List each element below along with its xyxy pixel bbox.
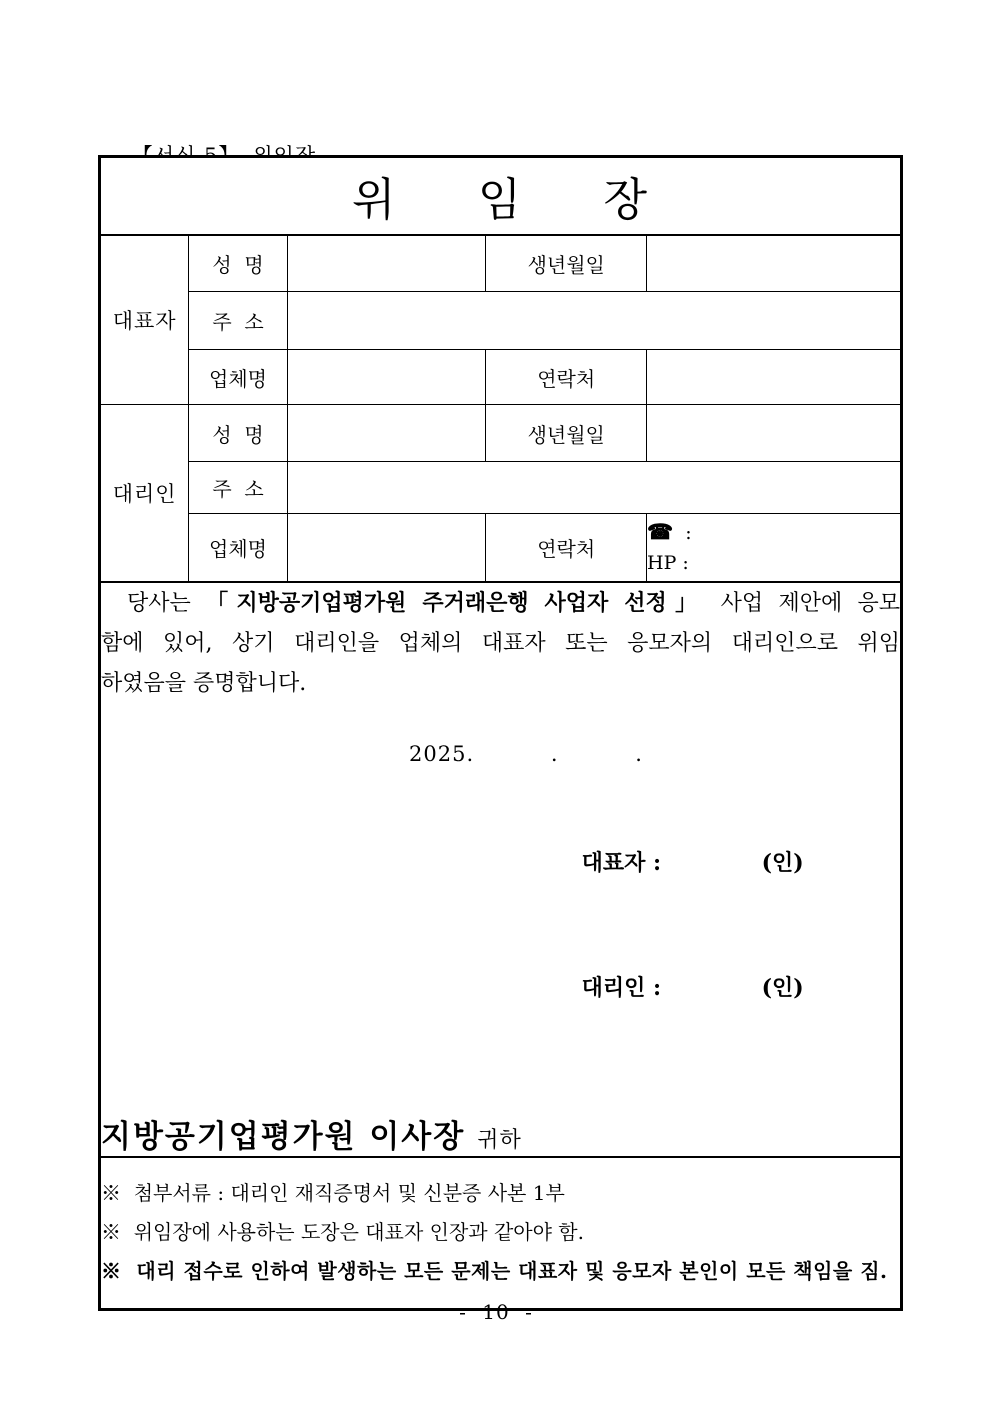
agent-company-label: 업체명	[189, 514, 287, 582]
representative-address-label: 주 소	[189, 292, 287, 350]
agent-birth-label: 생년월일	[486, 405, 647, 462]
declaration-paragraph	[101, 583, 900, 704]
agent-address-value	[287, 462, 901, 514]
notes-section	[100, 1157, 902, 1310]
power-of-attorney-form	[98, 155, 903, 1311]
representative-signature-label: 대표자 :	[581, 849, 662, 876]
phone-icon: ☎	[647, 518, 674, 544]
representative-group-label: 대표자	[100, 235, 189, 405]
declaration-line-1-pre: 당사는	[127, 590, 207, 616]
representative-seal-mark: (인)	[761, 849, 804, 876]
declaration-line-2: 함에 있어, 상기 대리인을 업체의 대표자 또는 응모자의 대리인으로 위임	[101, 630, 900, 656]
agent-tel-line	[647, 517, 900, 548]
representative-name-value	[287, 235, 486, 292]
signature-row-agent	[101, 943, 900, 1033]
signature-row-representative	[101, 818, 900, 908]
note-attachment: ※ 첨부서류 : 대리인 재직증명서 및 신분증 사본 1부	[101, 1181, 565, 1206]
page-number: - 10 -	[459, 1300, 533, 1324]
representative-contact-value	[647, 350, 902, 405]
declaration-line-1-post: 사업 제안에 응모	[705, 590, 901, 616]
representative-address-value	[287, 292, 901, 350]
note-responsibility: ※ 대리 접수로 인하여 발생하는 모든 문제는 대표자 및 응모자 본인이 모든 책임을 짐.	[101, 1259, 888, 1284]
agent-hp-line: HP :	[647, 551, 689, 574]
representative-company-value	[287, 350, 486, 405]
recipient-name: 지방공기업평가원 이사장	[101, 1118, 466, 1155]
representative-name-label: 성 명	[189, 235, 287, 292]
agent-address-label: 주 소	[189, 462, 287, 514]
recipient-line	[101, 1111, 900, 1156]
recipient-honorific: 귀하	[477, 1127, 522, 1153]
declaration-line-3: 하였음을 증명합니다.	[101, 670, 307, 696]
agent-group-label: 대리인	[100, 405, 189, 582]
agent-seal-mark: (인)	[761, 974, 804, 1001]
agent-name-value	[287, 405, 486, 462]
representative-birth-value	[647, 235, 902, 292]
form-title: 위 임 장	[100, 157, 902, 235]
declaration-line-1	[101, 583, 900, 624]
declaration-section	[100, 582, 902, 1157]
tel-colon: :	[673, 521, 692, 544]
agent-company-value	[287, 514, 486, 582]
representative-contact-label: 연락처	[486, 350, 647, 405]
project-name-emphasis: 「지방공기업평가원 주거래은행 사업자 선정」	[206, 589, 706, 616]
agent-birth-value	[647, 405, 902, 462]
representative-company-label: 업체명	[189, 350, 287, 405]
agent-contact-label: 연락처	[486, 514, 647, 582]
agent-signature-label: 대리인 :	[581, 974, 662, 1001]
agent-contact-value	[647, 514, 902, 582]
note-seal-requirement: ※ 위임장에 사용하는 도장은 대표자 인장과 같아야 함.	[101, 1220, 584, 1245]
representative-birth-label: 생년월일	[486, 235, 647, 292]
agent-name-label: 성 명	[189, 405, 287, 462]
date-line: 2025. . .	[409, 741, 643, 766]
